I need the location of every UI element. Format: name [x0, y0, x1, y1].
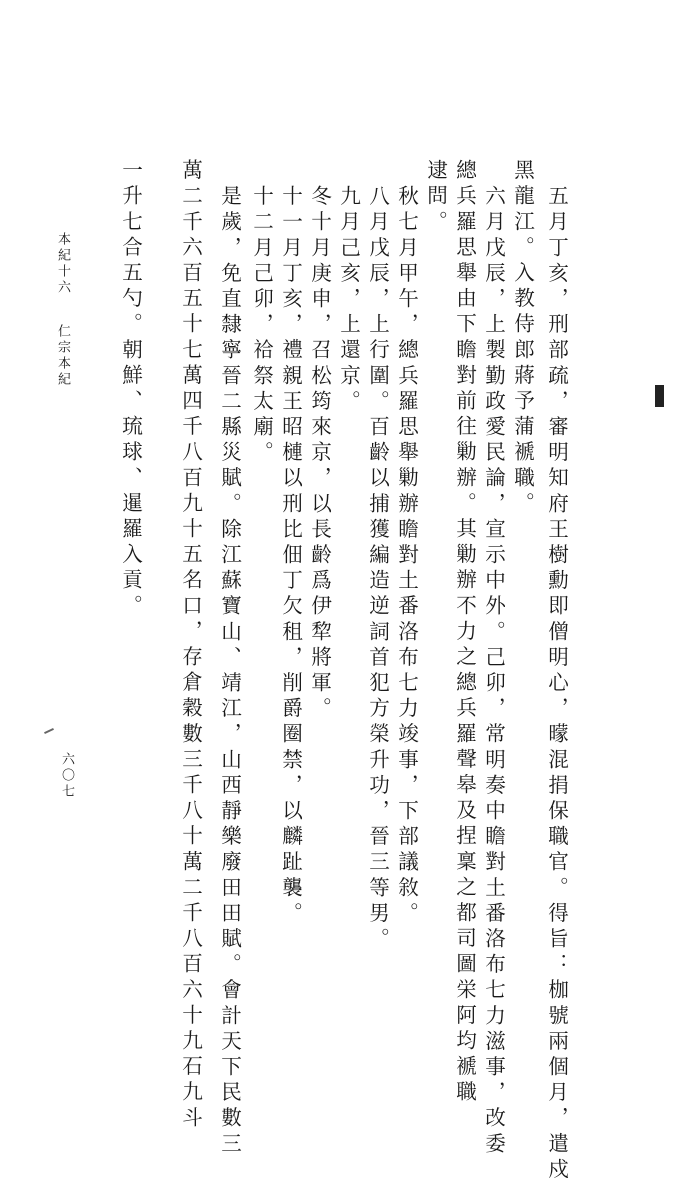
- text-column-9: 冬十月庚申，召松筠來京，以長齡爲伊犂將軍。: [307, 185, 332, 723]
- text-column-11: 十二月己卯，祫祭太廟。: [249, 185, 274, 467]
- text-column-4: 總兵羅思舉由下瞻對前往勦辦。其勦辦不力之總兵羅聲皋及捏稟之都司圖栄阿均褫職: [452, 159, 477, 1107]
- text-column-2: 黑龍江。入教侍郎蔣予蒲褫職。: [510, 159, 535, 518]
- page-number: 六〇七: [59, 752, 74, 800]
- scan-mark: [44, 728, 54, 734]
- text-column-10: 十一月丁亥，禮親王昭槤以刑比佃丁欠租，削爵圈禁，以麟趾襲。: [278, 185, 303, 928]
- text-column-12: 是歲，免直隸寧晉二縣災賦。除江蘇寶山、靖江，山西靜樂廢田田賦。會計天下民數三: [217, 185, 242, 1158]
- text-column-5: 逮問。: [423, 159, 448, 236]
- text-column-13: 萬二千六百五十七萬四千八百九十五名口，存倉穀數三千八十萬二千八百六十九石九斗: [178, 159, 203, 1132]
- text-column-3: 六月戊辰，上製勤政愛民論，宣示中外。己卯，常明奏中瞻對土番洛布七力滋事，改委: [481, 185, 506, 1158]
- page-edge-tab: [655, 385, 664, 407]
- section-label: 仁宗本紀: [55, 324, 70, 388]
- chapter-label: 本紀十六: [55, 232, 70, 296]
- text-column-14: 一升七合五勺。朝鮮、琉球、暹羅入貢。: [118, 159, 143, 620]
- text-column-6: 秋七月甲午，總兵羅思舉勦辦瞻對土番洛布七力竣事，下部議敘。: [394, 185, 419, 928]
- text-column-1: 五月丁亥，刑部疏，審明知府王樹勳即僧明心，曚混捐保職官。得旨：枷號兩個月，遣戍: [544, 185, 569, 1183]
- text-column-7: 八月戊辰，上行圍。百齡以捕獲編造逆詞首犯方榮升功，晉三等男。: [365, 185, 390, 953]
- text-column-8: 九月己亥，上還京。: [336, 185, 361, 416]
